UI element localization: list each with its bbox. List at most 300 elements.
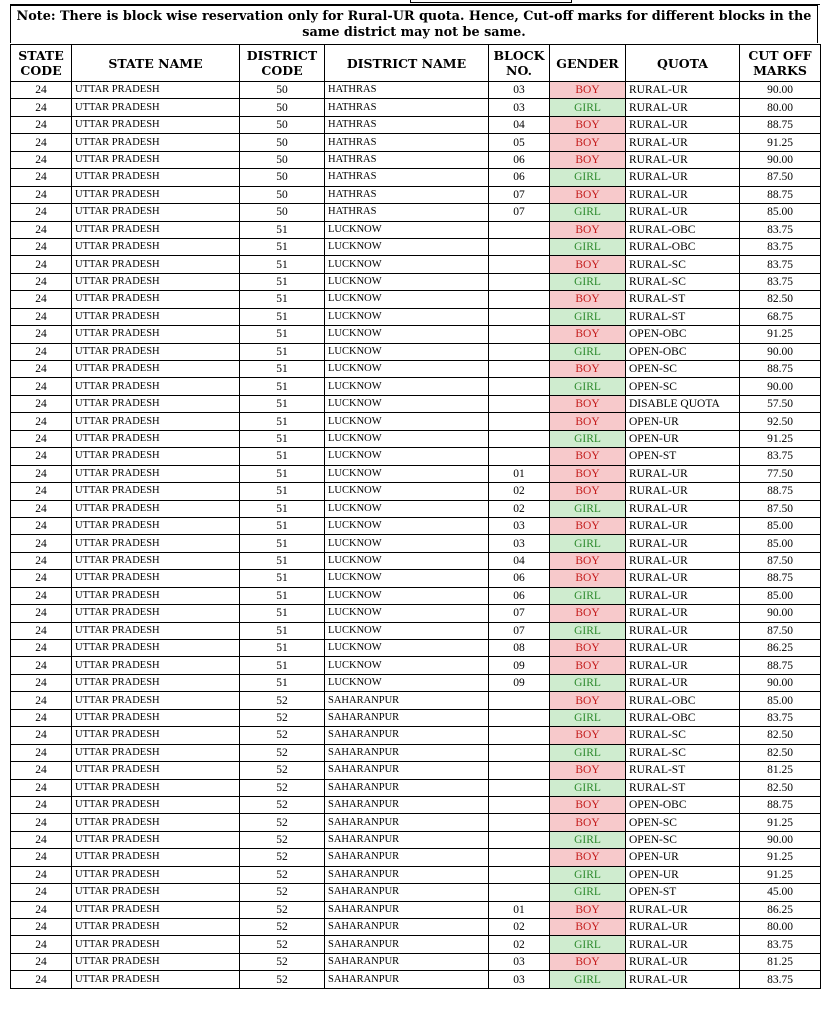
cell-quota: RURAL-UR	[626, 204, 740, 221]
cell-district-code: 51	[240, 430, 325, 447]
cell-district-name: LUCKNOW	[325, 622, 489, 639]
table-row	[11, 587, 821, 604]
cell-gender: GIRL	[550, 884, 626, 901]
cell-quota: RURAL-OBC	[626, 238, 740, 255]
cell-block-no: 06	[489, 151, 550, 168]
cell-district-name: LUCKNOW	[325, 552, 489, 569]
cell-block-no: 06	[489, 570, 550, 587]
cell-gender: GIRL	[550, 779, 626, 796]
cell-gender: GIRL	[550, 308, 626, 325]
header-district-code: DISTRICT CODE	[240, 45, 325, 82]
cell-cut-off-marks: 68.75	[740, 308, 821, 325]
cell-gender: BOY	[550, 291, 626, 308]
cell-quota: RURAL-ST	[626, 779, 740, 796]
cell-state-name: UTTAR PRADESH	[72, 674, 240, 691]
cell-quota: RURAL-UR	[626, 953, 740, 970]
cell-district-name: HATHRAS	[325, 151, 489, 168]
cell-district-code: 50	[240, 82, 325, 99]
cell-state-name: UTTAR PRADESH	[72, 535, 240, 552]
cell-state-name: UTTAR PRADESH	[72, 169, 240, 186]
cell-district-name: LUCKNOW	[325, 343, 489, 360]
cell-quota: OPEN-ST	[626, 448, 740, 465]
cell-block-no	[489, 744, 550, 761]
cell-quota: OPEN-UR	[626, 866, 740, 883]
cell-state-code: 24	[11, 552, 72, 569]
cell-state-name: UTTAR PRADESH	[72, 762, 240, 779]
cell-quota: RURAL-UR	[626, 535, 740, 552]
cell-block-no	[489, 256, 550, 273]
cell-state-code: 24	[11, 657, 72, 674]
cell-cut-off-marks: 88.75	[740, 116, 821, 133]
cell-gender: BOY	[550, 151, 626, 168]
table-row	[11, 500, 821, 517]
cell-quota: RURAL-UR	[626, 674, 740, 691]
cell-quota: RURAL-UR	[626, 657, 740, 674]
cell-block-no: 07	[489, 622, 550, 639]
cell-cut-off-marks: 91.25	[740, 430, 821, 447]
table-row	[11, 291, 821, 308]
cell-block-no: 03	[489, 953, 550, 970]
cell-district-code: 52	[240, 831, 325, 848]
table-row	[11, 901, 821, 918]
cell-cut-off-marks: 82.50	[740, 779, 821, 796]
cell-block-no	[489, 709, 550, 726]
cell-state-name: UTTAR PRADESH	[72, 517, 240, 534]
table-row	[11, 221, 821, 238]
cell-state-code: 24	[11, 953, 72, 970]
cell-cut-off-marks: 88.75	[740, 186, 821, 203]
cell-cut-off-marks: 85.00	[740, 587, 821, 604]
cell-state-code: 24	[11, 273, 72, 290]
cell-state-name: UTTAR PRADESH	[72, 622, 240, 639]
table-header-row	[11, 45, 821, 82]
cell-block-no	[489, 779, 550, 796]
cell-gender: GIRL	[550, 430, 626, 447]
cell-quota: RURAL-UR	[626, 971, 740, 988]
cell-district-name: LUCKNOW	[325, 657, 489, 674]
cell-district-name: HATHRAS	[325, 186, 489, 203]
cell-gender: BOY	[550, 82, 626, 99]
cell-state-name: UTTAR PRADESH	[72, 308, 240, 325]
cell-state-name: UTTAR PRADESH	[72, 849, 240, 866]
cell-cut-off-marks: 88.75	[740, 570, 821, 587]
cell-district-name: SAHARANPUR	[325, 953, 489, 970]
cell-block-no	[489, 343, 550, 360]
cell-state-name: UTTAR PRADESH	[72, 552, 240, 569]
table-row	[11, 866, 821, 883]
cell-cut-off-marks: 90.00	[740, 378, 821, 395]
cell-gender: GIRL	[550, 674, 626, 691]
header-state-name: STATE NAME	[72, 45, 240, 82]
cell-district-name: HATHRAS	[325, 82, 489, 99]
cell-district-code: 50	[240, 151, 325, 168]
cell-district-name: LUCKNOW	[325, 273, 489, 290]
cell-cut-off-marks: 87.50	[740, 552, 821, 569]
table-row	[11, 483, 821, 500]
cell-state-name: UTTAR PRADESH	[72, 744, 240, 761]
table-row	[11, 517, 821, 534]
cell-gender: BOY	[550, 796, 626, 813]
cell-state-code: 24	[11, 674, 72, 691]
cell-state-name: UTTAR PRADESH	[72, 796, 240, 813]
cell-district-name: SAHARANPUR	[325, 831, 489, 848]
cell-gender: BOY	[550, 483, 626, 500]
cell-state-name: UTTAR PRADESH	[72, 779, 240, 796]
cell-cut-off-marks: 88.75	[740, 657, 821, 674]
cell-quota: OPEN-SC	[626, 378, 740, 395]
cell-state-name: UTTAR PRADESH	[72, 953, 240, 970]
cell-district-code: 52	[240, 762, 325, 779]
table-row	[11, 936, 821, 953]
table-row	[11, 238, 821, 255]
cell-gender: BOY	[550, 919, 626, 936]
cell-gender: GIRL	[550, 378, 626, 395]
cell-district-code: 52	[240, 936, 325, 953]
cell-state-code: 24	[11, 622, 72, 639]
cell-gender: GIRL	[550, 622, 626, 639]
cell-quota: OPEN-ST	[626, 884, 740, 901]
cell-district-name: LUCKNOW	[325, 483, 489, 500]
cell-state-code: 24	[11, 134, 72, 151]
table-row	[11, 919, 821, 936]
cell-district-code: 51	[240, 326, 325, 343]
cell-district-name: SAHARANPUR	[325, 727, 489, 744]
header-quota: QUOTA	[626, 45, 740, 82]
cell-state-code: 24	[11, 587, 72, 604]
cell-district-name: SAHARANPUR	[325, 709, 489, 726]
cell-cut-off-marks: 77.50	[740, 465, 821, 482]
cell-cut-off-marks: 87.50	[740, 622, 821, 639]
cell-state-code: 24	[11, 570, 72, 587]
cell-quota: OPEN-SC	[626, 361, 740, 378]
cell-district-code: 51	[240, 605, 325, 622]
cell-block-no: 07	[489, 204, 550, 221]
cell-state-name: UTTAR PRADESH	[72, 831, 240, 848]
cell-gender: GIRL	[550, 744, 626, 761]
header-block-no: BLOCK NO.	[489, 45, 550, 82]
header-cut-off-marks: CUT OFF MARKS	[740, 45, 821, 82]
table-row	[11, 116, 821, 133]
cell-block-no: 03	[489, 82, 550, 99]
cell-district-name: LUCKNOW	[325, 500, 489, 517]
cell-quota: RURAL-OBC	[626, 709, 740, 726]
table-row	[11, 430, 821, 447]
cell-district-name: SAHARANPUR	[325, 814, 489, 831]
table-row	[11, 971, 821, 988]
cell-district-code: 51	[240, 448, 325, 465]
cell-district-name: LUCKNOW	[325, 640, 489, 657]
cell-block-no: 01	[489, 901, 550, 918]
table-row	[11, 343, 821, 360]
cell-quota: RURAL-UR	[626, 622, 740, 639]
cell-gender: BOY	[550, 727, 626, 744]
cell-district-code: 50	[240, 116, 325, 133]
table-row	[11, 465, 821, 482]
cell-district-code: 51	[240, 343, 325, 360]
table-row	[11, 692, 821, 709]
cell-gender: BOY	[550, 953, 626, 970]
cell-gender: GIRL	[550, 273, 626, 290]
cell-gender: BOY	[550, 605, 626, 622]
cell-district-code: 51	[240, 291, 325, 308]
cell-cut-off-marks: 88.75	[740, 483, 821, 500]
cell-block-no: 02	[489, 936, 550, 953]
cell-cut-off-marks: 57.50	[740, 395, 821, 412]
cell-district-name: HATHRAS	[325, 99, 489, 116]
table-row	[11, 605, 821, 622]
header-gender: GENDER	[550, 45, 626, 82]
cell-state-code: 24	[11, 866, 72, 883]
cell-cut-off-marks: 83.75	[740, 273, 821, 290]
cell-gender: BOY	[550, 326, 626, 343]
cell-block-no: 07	[489, 186, 550, 203]
cell-district-name: HATHRAS	[325, 116, 489, 133]
cell-state-name: UTTAR PRADESH	[72, 605, 240, 622]
cell-district-code: 52	[240, 953, 325, 970]
cell-block-no: 02	[489, 500, 550, 517]
cell-state-code: 24	[11, 291, 72, 308]
cell-gender: BOY	[550, 814, 626, 831]
cell-cut-off-marks: 83.75	[740, 256, 821, 273]
cell-state-code: 24	[11, 186, 72, 203]
cell-state-name: UTTAR PRADESH	[72, 866, 240, 883]
cell-quota: OPEN-OBC	[626, 343, 740, 360]
cell-gender: GIRL	[550, 709, 626, 726]
table-row	[11, 570, 821, 587]
cell-block-no	[489, 849, 550, 866]
cell-block-no	[489, 884, 550, 901]
cell-cut-off-marks: 90.00	[740, 674, 821, 691]
cell-quota: RURAL-SC	[626, 256, 740, 273]
cell-district-name: LUCKNOW	[325, 448, 489, 465]
header-state-code: STATE CODE	[11, 45, 72, 82]
cell-cut-off-marks: 85.00	[740, 692, 821, 709]
table-row	[11, 361, 821, 378]
cell-quota: RURAL-UR	[626, 517, 740, 534]
table-row	[11, 727, 821, 744]
cell-state-name: UTTAR PRADESH	[72, 221, 240, 238]
cell-block-no: 03	[489, 535, 550, 552]
cell-state-code: 24	[11, 640, 72, 657]
cell-cut-off-marks: 83.75	[740, 971, 821, 988]
cell-block-no	[489, 378, 550, 395]
cell-district-name: HATHRAS	[325, 204, 489, 221]
cell-quota: RURAL-ST	[626, 762, 740, 779]
header-district-name: DISTRICT NAME	[325, 45, 489, 82]
cell-cut-off-marks: 85.00	[740, 517, 821, 534]
cell-state-name: UTTAR PRADESH	[72, 901, 240, 918]
cell-district-code: 51	[240, 361, 325, 378]
cell-cut-off-marks: 90.00	[740, 151, 821, 168]
cell-cut-off-marks: 90.00	[740, 605, 821, 622]
cell-district-code: 50	[240, 204, 325, 221]
cell-quota: RURAL-SC	[626, 273, 740, 290]
cell-district-code: 51	[240, 517, 325, 534]
cell-state-name: UTTAR PRADESH	[72, 395, 240, 412]
cell-state-name: UTTAR PRADESH	[72, 448, 240, 465]
cell-district-code: 52	[240, 814, 325, 831]
cell-district-name: LUCKNOW	[325, 430, 489, 447]
cell-cut-off-marks: 90.00	[740, 343, 821, 360]
cell-quota: OPEN-UR	[626, 413, 740, 430]
table-row	[11, 831, 821, 848]
cell-gender: BOY	[550, 256, 626, 273]
cell-gender: GIRL	[550, 343, 626, 360]
cell-district-code: 51	[240, 238, 325, 255]
cell-state-code: 24	[11, 692, 72, 709]
cell-district-name: SAHARANPUR	[325, 692, 489, 709]
cell-cut-off-marks: 82.50	[740, 727, 821, 744]
table-row	[11, 535, 821, 552]
cell-cut-off-marks: 85.00	[740, 535, 821, 552]
cell-quota: RURAL-UR	[626, 500, 740, 517]
cell-gender: GIRL	[550, 971, 626, 988]
table-row	[11, 134, 821, 151]
cell-state-code: 24	[11, 221, 72, 238]
cell-quota: RURAL-UR	[626, 134, 740, 151]
cell-block-no: 02	[489, 483, 550, 500]
table-row	[11, 709, 821, 726]
table-row	[11, 395, 821, 412]
cell-quota: OPEN-OBC	[626, 796, 740, 813]
table-row	[11, 448, 821, 465]
cell-block-no	[489, 831, 550, 848]
cell-state-name: UTTAR PRADESH	[72, 82, 240, 99]
table-row	[11, 762, 821, 779]
cell-block-no: 03	[489, 517, 550, 534]
table-row	[11, 256, 821, 273]
cell-state-name: UTTAR PRADESH	[72, 361, 240, 378]
cell-district-code: 51	[240, 483, 325, 500]
cell-gender: BOY	[550, 413, 626, 430]
cell-quota: RURAL-SC	[626, 727, 740, 744]
cell-state-code: 24	[11, 151, 72, 168]
cell-state-code: 24	[11, 99, 72, 116]
cell-gender: GIRL	[550, 535, 626, 552]
cell-block-no	[489, 273, 550, 290]
cell-state-name: UTTAR PRADESH	[72, 919, 240, 936]
cell-district-name: HATHRAS	[325, 134, 489, 151]
cell-quota: RURAL-UR	[626, 82, 740, 99]
cell-gender: BOY	[550, 395, 626, 412]
cell-cut-off-marks: 88.75	[740, 361, 821, 378]
cell-state-name: UTTAR PRADESH	[72, 936, 240, 953]
cell-gender: GIRL	[550, 204, 626, 221]
cell-district-code: 51	[240, 674, 325, 691]
cell-quota: RURAL-UR	[626, 901, 740, 918]
cell-district-code: 52	[240, 849, 325, 866]
cell-gender: BOY	[550, 361, 626, 378]
cell-district-name: LUCKNOW	[325, 378, 489, 395]
cell-cut-off-marks: 91.25	[740, 814, 821, 831]
cell-district-name: LUCKNOW	[325, 465, 489, 482]
cell-cut-off-marks: 91.25	[740, 134, 821, 151]
cell-quota: RURAL-UR	[626, 587, 740, 604]
cell-state-code: 24	[11, 936, 72, 953]
cell-district-name: LUCKNOW	[325, 221, 489, 238]
cell-district-name: LUCKNOW	[325, 517, 489, 534]
cell-quota: OPEN-OBC	[626, 326, 740, 343]
cell-gender: BOY	[550, 692, 626, 709]
cell-state-code: 24	[11, 395, 72, 412]
cell-block-no: 09	[489, 657, 550, 674]
cell-block-no: 04	[489, 552, 550, 569]
cell-state-name: UTTAR PRADESH	[72, 343, 240, 360]
cell-gender: GIRL	[550, 500, 626, 517]
cell-district-code: 51	[240, 622, 325, 639]
table-row	[11, 552, 821, 569]
cell-state-name: UTTAR PRADESH	[72, 99, 240, 116]
cell-district-code: 51	[240, 552, 325, 569]
cell-gender: BOY	[550, 465, 626, 482]
cell-district-name: LUCKNOW	[325, 326, 489, 343]
cell-state-name: UTTAR PRADESH	[72, 971, 240, 988]
cell-block-no: 06	[489, 587, 550, 604]
cell-cut-off-marks: 91.25	[740, 849, 821, 866]
cell-state-code: 24	[11, 378, 72, 395]
cell-district-code: 52	[240, 692, 325, 709]
cell-gender: BOY	[550, 221, 626, 238]
cell-state-name: UTTAR PRADESH	[72, 570, 240, 587]
cell-district-name: LUCKNOW	[325, 674, 489, 691]
table-row	[11, 814, 821, 831]
cell-gender: BOY	[550, 901, 626, 918]
cell-cut-off-marks: 45.00	[740, 884, 821, 901]
cell-block-no: 03	[489, 971, 550, 988]
cell-state-name: UTTAR PRADESH	[72, 326, 240, 343]
cell-state-code: 24	[11, 430, 72, 447]
cell-state-code: 24	[11, 326, 72, 343]
cell-block-no	[489, 866, 550, 883]
cell-cut-off-marks: 80.00	[740, 99, 821, 116]
cell-quota: RURAL-UR	[626, 936, 740, 953]
cell-cut-off-marks: 83.75	[740, 936, 821, 953]
cell-gender: BOY	[550, 640, 626, 657]
cell-state-code: 24	[11, 308, 72, 325]
cell-state-name: UTTAR PRADESH	[72, 587, 240, 604]
cell-state-name: UTTAR PRADESH	[72, 273, 240, 290]
cell-district-code: 51	[240, 640, 325, 657]
table-row	[11, 186, 821, 203]
cell-state-code: 24	[11, 500, 72, 517]
cell-district-code: 50	[240, 99, 325, 116]
cell-district-code: 50	[240, 169, 325, 186]
cell-state-code: 24	[11, 535, 72, 552]
cell-state-name: UTTAR PRADESH	[72, 884, 240, 901]
cell-state-code: 24	[11, 919, 72, 936]
cell-state-code: 24	[11, 744, 72, 761]
table-row	[11, 413, 821, 430]
table-row	[11, 82, 821, 99]
cell-district-name: SAHARANPUR	[325, 779, 489, 796]
cell-district-name: LUCKNOW	[325, 587, 489, 604]
cell-state-name: UTTAR PRADESH	[72, 186, 240, 203]
cell-gender: GIRL	[550, 169, 626, 186]
cell-state-code: 24	[11, 831, 72, 848]
cell-cut-off-marks: 87.50	[740, 500, 821, 517]
cell-state-name: UTTAR PRADESH	[72, 413, 240, 430]
cell-district-code: 51	[240, 256, 325, 273]
cell-block-no: 03	[489, 99, 550, 116]
cell-state-name: UTTAR PRADESH	[72, 483, 240, 500]
cell-cut-off-marks: 88.75	[740, 796, 821, 813]
cell-block-no: 09	[489, 674, 550, 691]
cell-quota: RURAL-UR	[626, 116, 740, 133]
cell-state-code: 24	[11, 884, 72, 901]
cell-gender: BOY	[550, 552, 626, 569]
cell-cut-off-marks: 81.25	[740, 953, 821, 970]
cell-cut-off-marks: 83.75	[740, 448, 821, 465]
